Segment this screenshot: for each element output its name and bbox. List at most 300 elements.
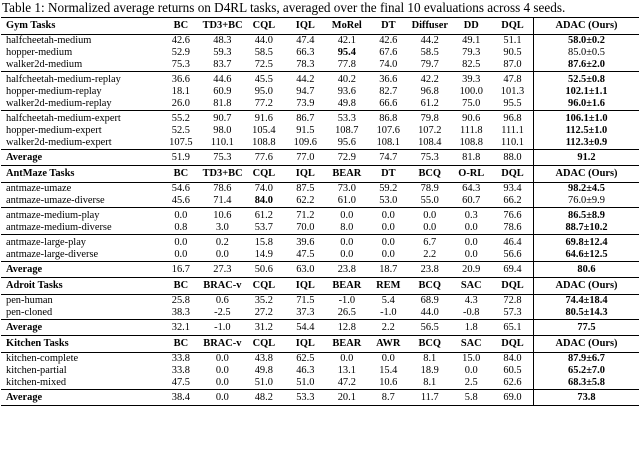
section-header-row: [1, 336, 639, 353]
section-title: Gym Tasks: [1, 18, 160, 35]
average-cell: 23.8: [409, 262, 450, 278]
task-name: hopper-medium: [6, 47, 73, 58]
average-row: [1, 390, 639, 406]
score-cell: 102.1±1.1: [533, 86, 639, 98]
score-cell: 0.0: [381, 249, 395, 260]
score-cell: 45.5: [243, 72, 284, 87]
score-cell: 72.5: [254, 59, 273, 70]
score-cell: 108.8: [459, 137, 483, 148]
score-cell: 90.7: [202, 111, 243, 126]
score-cell: 0.0: [160, 235, 201, 250]
score-cell: 36.6: [368, 72, 409, 87]
average-cell: 5.8: [451, 390, 492, 406]
average-cell: 69.0: [492, 390, 533, 406]
score-cell: 60.7: [462, 195, 481, 206]
average-row: [1, 262, 639, 278]
method-header: ADAC (Ours): [533, 166, 639, 183]
method-header: DQL: [492, 166, 533, 183]
score-cell: 95.0: [254, 86, 273, 97]
task-name: pen-human: [6, 295, 53, 306]
score-cell: 51.0: [254, 377, 273, 388]
score-cell: 55.2: [160, 111, 201, 126]
average-label: Average: [1, 390, 160, 406]
average-cell: 18.7: [368, 262, 409, 278]
score-cell: 59.2: [379, 183, 398, 194]
score-cell: 52.9: [171, 47, 190, 58]
method-header: O-RL: [451, 166, 492, 183]
average-row: [1, 320, 639, 336]
average-cell: 20.9: [451, 262, 492, 278]
score-cell: 73.9: [296, 98, 315, 109]
score-cell: 84.0: [503, 353, 522, 364]
average-cell: 11.7: [409, 390, 450, 406]
score-cell: 83.7: [213, 59, 232, 70]
score-cell: 0.0: [215, 365, 229, 376]
task-name: kitchen-complete: [6, 353, 79, 364]
table-row: [1, 353, 639, 366]
score-cell: 87.9±6.7: [533, 353, 639, 366]
score-cell: 53.7: [254, 222, 273, 233]
score-cell: 98.0: [213, 125, 232, 136]
score-cell: 53.3: [326, 111, 367, 126]
average-cell: 2.2: [368, 320, 409, 336]
score-cell: 64.3: [462, 183, 481, 194]
score-cell: 62.2: [296, 195, 315, 206]
method-header: BCQ: [409, 166, 450, 183]
score-cell: 76.6: [492, 208, 533, 223]
score-cell: 95.4: [337, 47, 356, 58]
average-cell: 75.3: [202, 150, 243, 166]
score-cell: 66.6: [379, 98, 398, 109]
score-cell: -0.8: [463, 307, 480, 318]
method-header: CQL: [243, 166, 284, 183]
method-header: BRAC-v: [202, 336, 243, 353]
score-cell: 111.1: [501, 125, 524, 136]
table-row: [1, 35, 639, 48]
score-cell: 0.0: [326, 235, 367, 250]
score-cell: 36.6: [160, 72, 201, 87]
score-cell: 90.5: [503, 47, 522, 58]
method-header: CQL: [243, 336, 284, 353]
table-row: [1, 47, 639, 59]
table-row: [1, 125, 639, 137]
score-cell: 73.0: [337, 183, 356, 194]
section-title: Kitchen Tasks: [1, 336, 160, 353]
score-cell: 0.0: [340, 353, 354, 364]
average-cell: 77.5: [533, 320, 639, 336]
task-name: walker2d-medium-expert: [6, 137, 112, 148]
method-header: DQL: [492, 278, 533, 295]
score-cell: 84.0: [254, 195, 273, 206]
score-cell: 95.6: [337, 137, 356, 148]
score-cell: 55.0: [420, 195, 439, 206]
table-row: [1, 377, 639, 390]
method-header: TD3+BC: [202, 18, 243, 35]
average-cell: 56.5: [409, 320, 450, 336]
score-cell: 58.5: [254, 47, 273, 58]
average-cell: 48.2: [243, 390, 284, 406]
score-cell: 56.6: [503, 249, 522, 260]
score-cell: 70.0: [296, 222, 315, 233]
table-row: [1, 195, 639, 208]
score-cell: 47.5: [296, 249, 315, 260]
table-row: [1, 307, 639, 320]
score-cell: 82.5: [462, 59, 481, 70]
score-cell: 66.3: [296, 47, 315, 58]
method-header: BC: [160, 336, 201, 353]
average-cell: 63.0: [285, 262, 326, 278]
score-cell: 61.0: [337, 195, 356, 206]
method-header: CQL: [243, 278, 284, 295]
score-cell: 44.6: [202, 72, 243, 87]
score-cell: 57.3: [503, 307, 522, 318]
task-name: antmaze-large-diverse: [6, 249, 99, 260]
score-cell: 37.3: [296, 307, 315, 318]
score-cell: 44.0: [420, 307, 439, 318]
table-row: [1, 86, 639, 98]
score-cell: 96.8: [420, 86, 439, 97]
method-header: DD: [451, 18, 492, 35]
table-row: [1, 72, 639, 87]
average-cell: 23.8: [326, 262, 367, 278]
method-header: BEAR: [326, 336, 367, 353]
method-header: MoRel: [326, 18, 367, 35]
method-header: BC: [160, 18, 201, 35]
task-name: walker2d-medium: [6, 59, 83, 70]
score-cell: 68.9: [420, 295, 439, 306]
score-cell: 77.8: [337, 59, 356, 70]
score-cell: 87.6±2.0: [533, 59, 639, 72]
score-cell: 51.0: [296, 377, 315, 388]
score-cell: 0.0: [381, 222, 395, 233]
task-name: hopper-medium-replay: [6, 86, 102, 97]
score-cell: 69.8±12.4: [533, 235, 639, 250]
score-cell: 8.1: [423, 377, 437, 388]
task-name: antmaze-umaze: [6, 183, 72, 194]
average-cell: 65.1: [492, 320, 533, 336]
score-cell: 14.9: [254, 249, 273, 260]
method-header: ADAC (Ours): [533, 278, 639, 295]
method-header: BCQ: [409, 336, 450, 353]
score-cell: 0.6: [215, 295, 229, 306]
score-cell: 95.5: [503, 98, 522, 109]
score-cell: 112.3±0.9: [533, 137, 639, 150]
score-cell: 64.6±12.5: [533, 249, 639, 262]
score-cell: 72.8: [503, 295, 522, 306]
score-cell: 93.4: [503, 183, 522, 194]
score-cell: 3.0: [215, 222, 229, 233]
average-cell: 81.8: [451, 150, 492, 166]
method-header: IQL: [285, 278, 326, 295]
average-cell: 20.1: [326, 390, 367, 406]
score-cell: 47.4: [296, 35, 315, 46]
score-cell: 33.8: [171, 365, 190, 376]
average-cell: 50.6: [243, 262, 284, 278]
score-cell: 107.6: [376, 125, 400, 136]
score-cell: 8.1: [423, 353, 437, 364]
score-cell: 0.3: [451, 208, 492, 223]
score-cell: 78.6: [503, 222, 522, 233]
score-cell: 93.6: [337, 86, 356, 97]
score-cell: 40.2: [326, 72, 367, 87]
method-header: BRAC-v: [202, 278, 243, 295]
average-cell: 54.4: [285, 320, 326, 336]
score-cell: 112.5±1.0: [533, 125, 639, 137]
method-header: DT: [368, 166, 409, 183]
score-cell: 0.0: [160, 208, 201, 223]
score-cell: 46.4: [492, 235, 533, 250]
task-name: kitchen-partial: [6, 365, 67, 376]
score-cell: 35.2: [254, 295, 273, 306]
score-cell: 94.7: [296, 86, 315, 97]
score-cell: 0.0: [464, 365, 478, 376]
score-cell: 5.4: [381, 295, 395, 306]
score-cell: 71.2: [285, 208, 326, 223]
score-cell: 81.8: [213, 98, 232, 109]
score-cell: 65.2±7.0: [533, 365, 639, 377]
score-cell: 62.5: [296, 353, 315, 364]
score-cell: 15.0: [462, 353, 481, 364]
table-row: [1, 111, 639, 126]
average-label: Average: [1, 320, 160, 336]
score-cell: 88.7±10.2: [533, 222, 639, 235]
average-cell: 80.6: [533, 262, 639, 278]
score-cell: 58.0±0.2: [533, 35, 639, 48]
score-cell: 0.2: [202, 235, 243, 250]
task-name: walker2d-medium-replay: [6, 98, 112, 109]
average-cell: 27.3: [202, 262, 243, 278]
average-cell: 74.7: [368, 150, 409, 166]
score-cell: 85.0±0.5: [533, 47, 639, 59]
score-cell: 46.3: [296, 365, 315, 376]
score-cell: 25.8: [171, 295, 190, 306]
score-cell: 96.0±1.6: [533, 98, 639, 111]
score-cell: 108.7: [335, 125, 359, 136]
table-caption: Table 1: Normalized average returns on D4RL tasks, averaged over the final 10 evaluations across 4 seeds.: [2, 0, 566, 15]
score-cell: 0.0: [409, 208, 450, 223]
score-cell: 0.0: [464, 249, 478, 260]
task-name: hopper-medium-expert: [6, 125, 102, 136]
score-cell: 68.3±5.8: [533, 377, 639, 390]
score-cell: 108.8: [252, 137, 276, 148]
score-cell: 39.6: [285, 235, 326, 250]
task-name: antmaze-umaze-diverse: [6, 195, 105, 206]
average-cell: 77.0: [285, 150, 326, 166]
score-cell: 61.2: [243, 208, 284, 223]
table-row: [1, 137, 639, 150]
score-cell: 44.2: [285, 72, 326, 87]
score-cell: 107.5: [169, 137, 193, 148]
score-cell: 0.0: [215, 353, 229, 364]
method-header: CQL: [243, 18, 284, 35]
method-header: BCQ: [409, 278, 450, 295]
task-name: antmaze-medium-diverse: [6, 222, 112, 233]
score-cell: 86.8: [368, 111, 409, 126]
table-row: [1, 295, 639, 308]
score-cell: 33.8: [171, 353, 190, 364]
score-cell: 87.5: [296, 183, 315, 194]
score-cell: 77.2: [254, 98, 273, 109]
score-cell: 39.3: [451, 72, 492, 87]
score-cell: 82.7: [379, 86, 398, 97]
score-cell: 107.2: [418, 125, 442, 136]
score-cell: 66.2: [503, 195, 522, 206]
score-cell: 49.8: [254, 365, 273, 376]
score-cell: 6.7: [409, 235, 450, 250]
table-row: [1, 59, 639, 72]
method-header: BEAR: [326, 166, 367, 183]
score-cell: 27.2: [254, 307, 273, 318]
score-cell: 8.0: [340, 222, 354, 233]
score-cell: 98.2±4.5: [533, 183, 639, 196]
average-cell: 73.8: [533, 390, 639, 406]
section-header-row: [1, 166, 639, 183]
score-cell: 49.8: [337, 98, 356, 109]
average-cell: 91.2: [533, 150, 639, 166]
table-row: [1, 183, 639, 196]
score-cell: 0.0: [464, 222, 478, 233]
score-cell: 87.0: [503, 59, 522, 70]
score-cell: -2.5: [214, 307, 231, 318]
score-cell: 79.7: [420, 59, 439, 70]
score-cell: 47.2: [337, 377, 356, 388]
section-header-row: [1, 18, 639, 35]
score-cell: 76.0±9.9: [533, 195, 639, 208]
section-title: AntMaze Tasks: [1, 166, 160, 183]
score-cell: 80.5±14.3: [533, 307, 639, 320]
method-header: DT: [368, 18, 409, 35]
score-cell: 0.0: [451, 235, 492, 250]
task-name: halfcheetah-medium-replay: [1, 72, 160, 87]
score-cell: 26.5: [337, 307, 356, 318]
score-cell: 51.1: [503, 35, 522, 46]
section-header-row: [1, 278, 639, 295]
average-cell: 38.4: [160, 390, 201, 406]
score-cell: 106.1±1.0: [533, 111, 639, 126]
score-cell: 74.0: [254, 183, 273, 194]
method-header: Diffuser: [409, 18, 450, 35]
score-cell: 91.6: [243, 111, 284, 126]
score-cell: 44.0: [254, 35, 273, 46]
score-cell: 61.2: [420, 98, 439, 109]
score-cell: -1.0: [380, 307, 397, 318]
average-cell: 0.0: [202, 390, 243, 406]
average-cell: 51.9: [160, 150, 201, 166]
score-cell: 42.1: [337, 35, 356, 46]
score-cell: 78.6: [213, 183, 232, 194]
average-cell: 53.3: [285, 390, 326, 406]
score-cell: 96.8: [492, 111, 533, 126]
score-cell: 0.0: [340, 249, 354, 260]
score-cell: 38.3: [171, 307, 190, 318]
score-cell: 111.8: [459, 125, 483, 136]
method-header: ADAC (Ours): [533, 336, 639, 353]
score-cell: -1.0: [338, 295, 356, 306]
score-cell: 0.0: [368, 208, 409, 223]
score-cell: 58.5: [420, 47, 439, 58]
score-cell: 79.8: [409, 111, 450, 126]
score-cell: 47.8: [492, 72, 533, 87]
method-header: IQL: [285, 18, 326, 35]
average-cell: -1.0: [202, 320, 243, 336]
score-cell: 60.9: [213, 86, 232, 97]
score-cell: 0.0: [215, 249, 229, 260]
results-table-body: [1, 18, 639, 406]
score-cell: 10.6: [202, 208, 243, 223]
task-name: antmaze-large-play: [1, 235, 160, 250]
score-cell: 110.1: [500, 137, 524, 148]
score-cell: 42.6: [379, 35, 398, 46]
average-cell: 88.0: [492, 150, 533, 166]
score-cell: 52.5: [171, 125, 190, 136]
score-cell: 4.3: [464, 295, 478, 306]
method-header: SAC: [451, 336, 492, 353]
table-row: [1, 208, 639, 223]
score-cell: 2.2: [423, 249, 437, 260]
score-cell: 2.5: [464, 377, 478, 388]
average-cell: 32.1: [160, 320, 201, 336]
score-cell: 18.9: [420, 365, 439, 376]
score-cell: 10.6: [379, 377, 398, 388]
score-cell: 86.7: [285, 111, 326, 126]
method-header: ADAC (Ours): [533, 18, 639, 35]
task-name: kitchen-mixed: [6, 377, 67, 388]
method-header: TD3+BC: [202, 166, 243, 183]
score-cell: 42.2: [409, 72, 450, 87]
score-cell: 0.8: [174, 222, 188, 233]
score-cell: 78.3: [296, 59, 315, 70]
score-cell: 78.9: [420, 183, 439, 194]
score-cell: 15.4: [379, 365, 398, 376]
score-cell: 0.0: [174, 249, 188, 260]
score-cell: 62.6: [503, 377, 522, 388]
task-name: halfcheetah-medium-expert: [1, 111, 160, 126]
score-cell: 60.5: [503, 365, 522, 376]
score-cell: 74.4±18.4: [533, 295, 639, 308]
average-cell: 31.2: [243, 320, 284, 336]
score-cell: 18.1: [171, 86, 190, 97]
score-cell: 101.3: [500, 86, 525, 97]
method-header: DQL: [492, 18, 533, 35]
score-cell: 53.0: [379, 195, 398, 206]
score-cell: 13.1: [337, 365, 356, 376]
table-row: [1, 98, 639, 111]
score-cell: 86.5±8.9: [533, 208, 639, 223]
score-cell: 71.5: [296, 295, 315, 306]
score-cell: 0.0: [423, 222, 437, 233]
score-cell: 44.2: [420, 35, 439, 46]
average-label: Average: [1, 150, 160, 166]
score-cell: 79.3: [462, 47, 481, 58]
average-cell: 8.7: [368, 390, 409, 406]
method-header: SAC: [451, 278, 492, 295]
score-cell: 59.3: [213, 47, 232, 58]
score-cell: 75.3: [171, 59, 190, 70]
score-cell: 0.0: [368, 235, 409, 250]
method-header: IQL: [285, 336, 326, 353]
score-cell: 90.6: [451, 111, 492, 126]
task-name: halfcheetah-medium: [6, 35, 92, 46]
score-cell: 91.5: [296, 125, 315, 136]
method-header: DQL: [492, 336, 533, 353]
average-cell: 16.7: [160, 262, 201, 278]
score-cell: 71.4: [213, 195, 232, 206]
task-name: pen-cloned: [6, 307, 53, 318]
method-header: BC: [160, 278, 201, 295]
results-table: [1, 17, 639, 406]
score-cell: 26.0: [171, 98, 190, 109]
average-cell: 69.4: [492, 262, 533, 278]
